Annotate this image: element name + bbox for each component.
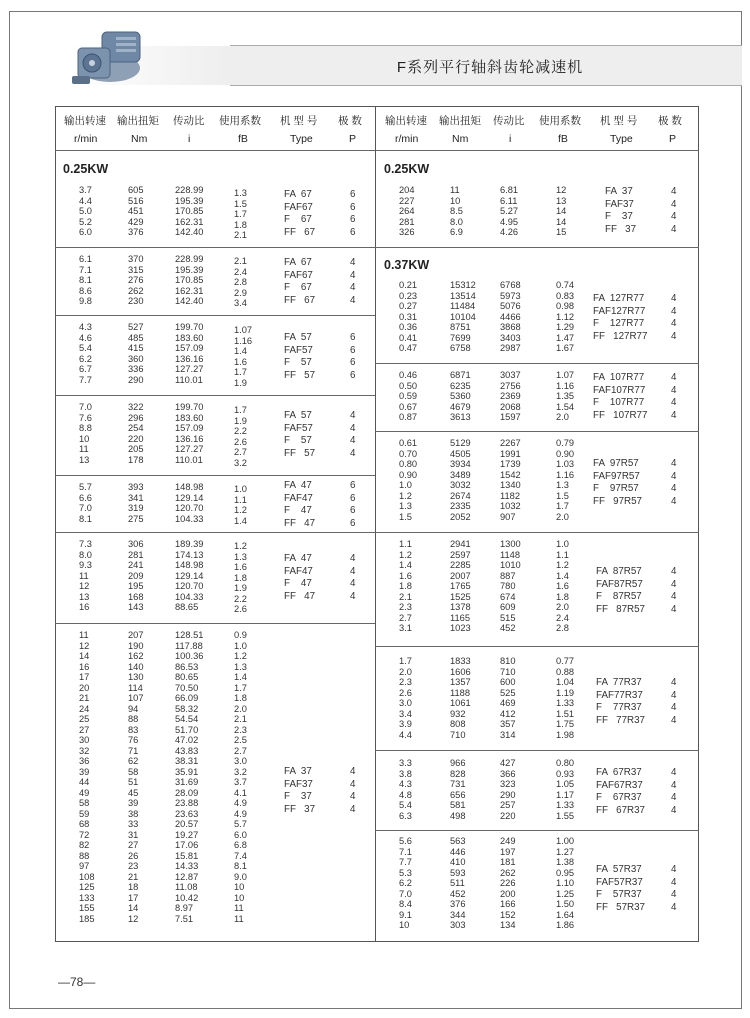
cell-fb: 1.2 1.3 1.6 1.8 1.9 2.2 2.6 — [234, 541, 247, 614]
cell-type: FA 47 FAF47 F 47 FF 47 — [284, 480, 316, 529]
header-rpm-en-r: r/min — [395, 133, 419, 145]
cell-rpm: 0.46 0.50 0.59 0.67 0.87 — [399, 370, 418, 422]
header-separator — [55, 150, 699, 151]
cell-fb: 0.77 0.88 1.04 1.19 1.33 1.51 1.75 1.98 — [556, 656, 575, 740]
right-group-separator — [375, 247, 699, 248]
header-ratio-cn: 传动比 — [173, 115, 205, 127]
cell-torque: 6871 6235 5360 4679 3613 — [450, 370, 471, 422]
cell-fb: 1.00 1.27 1.38 0.95 1.10 1.25 1.50 1.64 1.86 — [556, 836, 575, 930]
cell-ratio: 148.98 129.14 120.70 104.33 — [175, 482, 204, 524]
cell-pole: 4 4 4 4 — [671, 864, 677, 913]
cell-fb: 1.0 1.1 1.2 1.4 — [234, 484, 247, 526]
header-fb-cn: 使用系数 — [219, 115, 261, 127]
cell-torque: 322 296 254 220 205 178 — [128, 402, 144, 465]
cell-pole: 4 4 4 4 — [671, 767, 677, 816]
header-torque-en-r: Nm — [452, 133, 469, 145]
page-title: F系列平行轴斜齿轮减速机 — [396, 59, 584, 76]
cell-torque: 393 341 319 275 — [128, 482, 144, 524]
header-ratio-en: i — [188, 133, 191, 145]
header-rpm-en: r/min — [74, 133, 98, 145]
header-rpm-cn: 输出转速 — [64, 115, 106, 127]
cell-fb: 1.3 1.5 1.7 1.8 2.1 — [234, 188, 247, 240]
cell-fb: 12 13 14 14 15 — [556, 185, 567, 237]
header-rpm-cn-r: 输出转速 — [385, 115, 427, 127]
cell-type: FA 47 FAF47 F 47 FF 47 — [284, 553, 316, 602]
cell-type: FA 127R77 FAF127R77 F 127R77 FF 127R77 — [593, 293, 648, 342]
cell-pole: 4 4 4 4 — [350, 410, 356, 459]
header-type-cn-r: 机 型 号 — [600, 115, 638, 127]
cell-torque: 1833 1606 1357 1188 1061 932 808 710 — [450, 656, 471, 740]
cell-type: FA 57R37 FAF57R37 F 57R37 FF 57R37 — [596, 864, 646, 913]
cell-rpm: 7.3 8.0 9.3 11 12 13 16 — [79, 539, 92, 612]
page-number: —78— — [58, 975, 96, 989]
cell-type: FA 67 FAF67 F 67 FF 67 — [284, 189, 316, 238]
header-pole-en: P — [349, 133, 357, 145]
cell-torque: 5129 4505 3934 3489 3032 2674 2335 2052 — [450, 438, 471, 522]
cell-ratio: 3037 2756 2369 2068 1597 — [500, 370, 521, 422]
cell-pole: 6 6 6 6 — [350, 332, 356, 381]
right-group-separator — [375, 646, 699, 647]
cell-pole: 4 4 4 4 — [671, 677, 677, 726]
power-heading: 0.25KW — [384, 162, 430, 176]
cell-ratio: 199.70 183.60 157.09 136.16 127.27 110.01 — [175, 402, 204, 465]
right-group-separator — [375, 830, 699, 831]
cell-torque: 527 485 415 360 336 290 — [128, 322, 144, 385]
header-fb-en: fB — [238, 133, 248, 145]
cell-rpm: 7.0 7.6 8.8 10 11 13 — [79, 402, 92, 465]
cell-type: FA 77R37 FAF77R37 F 77R37 FF 77R37 — [596, 677, 646, 726]
right-group-separator — [375, 750, 699, 751]
cell-ratio: 2267 1991 1739 1542 1340 1182 1032 907 — [500, 438, 521, 522]
cell-fb: 0.9 1.0 1.2 1.3 1.4 1.7 1.8 2.0 2.1 2.3 2.5 2.7 3.0 3.2 3.7 4.1 4.9 4.9 5.7 6.0 6.8 7.4 8.1 9.0 10 10 11 11 — [234, 630, 247, 924]
cell-type: FA 107R77 FAF107R77 F 107R77 FF 107R77 — [593, 372, 648, 421]
left-group-separator — [55, 475, 375, 476]
right-group-separator — [375, 532, 699, 533]
cell-torque: 370 315 276 262 230 — [128, 254, 144, 306]
cell-ratio: 128.51 117.88 100.36 86.53 80.65 70.50 66.09 58.32 54.54 51.70 47.02 43.83 38.31 35.91 31.69 28.09 23.88 23.63 20.57 19.27 17.06 15.81 14.33 12.87 11.08 10.42 8.97 7.51 — [175, 630, 204, 924]
cell-ratio: 1300 1148 1010 887 780 674 609 515 452 — [500, 539, 521, 633]
cell-pole: 4 4 4 4 — [671, 458, 677, 507]
gear-reducer-image — [72, 28, 148, 90]
cell-ratio: 249 197 181 262 226 200 166 152 134 — [500, 836, 516, 930]
center-divider — [375, 106, 376, 942]
cell-type: FA 87R57 FAF87R57 F 87R57 FF 87R57 — [596, 566, 646, 615]
cell-pole: 4 4 4 4 — [350, 257, 356, 306]
cell-ratio: 228.99 195.39 170.85 162.31 142.40 — [175, 185, 204, 237]
cell-torque: 207 190 162 140 130 114 107 94 88 83 76 71 62 58 51 45 39 38 33 31 27 26 23 21 18 17 14 12 — [128, 630, 144, 924]
cell-ratio: 199.70 183.60 157.09 136.16 127.27 110.01 — [175, 322, 204, 385]
cell-torque: 15312 13514 11484 10104 8751 7699 6758 — [450, 280, 476, 353]
header-pole-cn-r: 极 数 — [658, 115, 682, 127]
cell-torque: 605 516 451 429 376 — [128, 185, 144, 237]
cell-rpm: 204 227 264 281 326 — [399, 185, 415, 237]
cell-pole: 4 4 4 4 — [350, 553, 356, 602]
header-type-cn: 机 型 号 — [280, 115, 318, 127]
cell-rpm: 5.7 6.6 7.0 8.1 — [79, 482, 92, 524]
cell-fb: 1.7 1.9 2.2 2.6 2.7 3.2 — [234, 405, 247, 468]
cell-rpm: 3.7 4.4 5.0 5.2 6.0 — [79, 185, 92, 237]
cell-ratio: 427 366 323 290 257 220 — [500, 758, 516, 821]
cell-type: FA 67R37 FAF67R37 F 67R37 FF 67R37 — [596, 767, 646, 816]
cell-rpm: 4.3 4.6 5.4 6.2 6.7 7.7 — [79, 322, 92, 385]
cell-pole: 4 4 4 4 — [671, 372, 677, 421]
cell-pole: 4 4 4 4 — [671, 186, 677, 235]
cell-rpm: 6.1 7.1 8.1 8.6 9.8 — [79, 254, 92, 306]
cell-rpm: 3.3 3.8 4.3 4.8 5.4 6.3 — [399, 758, 412, 821]
cell-pole: 4 4 4 4 — [671, 293, 677, 342]
header-torque-en: Nm — [131, 133, 148, 145]
left-group-separator — [55, 532, 375, 533]
power-heading: 0.37KW — [384, 258, 430, 272]
cell-rpm: 1.7 2.0 2.3 2.6 3.0 3.4 3.9 4.4 — [399, 656, 412, 740]
cell-type: FA 37 FAF37 F 37 FF 37 — [284, 766, 316, 815]
cell-fb: 1.0 1.1 1.2 1.4 1.6 1.8 2.0 2.4 2.8 — [556, 539, 569, 633]
header-pole-cn: 极 数 — [338, 115, 362, 127]
cell-torque: 966 828 731 656 581 498 — [450, 758, 466, 821]
cell-fb: 1.07 1.16 1.4 1.6 1.7 1.9 — [234, 325, 253, 388]
header-type-en-r: Type — [610, 133, 633, 145]
cell-fb: 0.74 0.83 0.98 1.12 1.29 1.47 1.67 — [556, 280, 575, 353]
cell-torque: 306 281 241 209 195 168 143 — [128, 539, 144, 612]
header-pole-en-r: P — [669, 133, 677, 145]
header-fb-en-r: fB — [558, 133, 568, 145]
cell-torque: 11 10 8.5 8.0 6.9 — [450, 185, 463, 237]
cell-ratio: 6768 5973 5076 4466 3868 3403 2987 — [500, 280, 521, 353]
header-torque-cn-r: 输出扭矩 — [439, 115, 481, 127]
power-heading: 0.25KW — [63, 162, 109, 176]
left-group-separator — [55, 395, 375, 396]
left-group-separator — [55, 247, 375, 248]
cell-type: FA 57 FAF57 F 57 FF 57 — [284, 332, 316, 381]
right-group-separator — [375, 363, 699, 364]
header-fb-cn-r: 使用系数 — [539, 115, 581, 127]
cell-torque: 2941 2597 2285 2007 1765 1525 1378 1165 1023 — [450, 539, 471, 633]
cell-type: FA 67 FAF67 F 67 FF 67 — [284, 257, 316, 306]
left-group-separator — [55, 315, 375, 316]
cell-pole: 6 6 6 6 — [350, 189, 356, 238]
header-ratio-en-r: i — [509, 133, 512, 145]
cell-type: FA 57 FAF57 F 57 FF 57 — [284, 410, 316, 459]
cell-ratio: 6.81 6.11 5.27 4.95 4.26 — [500, 185, 519, 237]
cell-ratio: 228.99 195.39 170.85 162.31 142.40 — [175, 254, 204, 306]
cell-pole: 4 4 4 4 — [671, 566, 677, 615]
cell-ratio: 189.39 174.13 148.98 129.14 120.70 104.33 88.65 — [175, 539, 204, 612]
cell-rpm: 5.6 7.1 7.7 5.3 6.2 7.0 8.4 9.1 10 — [399, 836, 412, 930]
cell-fb: 1.07 1.16 1.35 1.54 2.0 — [556, 370, 575, 422]
cell-ratio: 810 710 600 525 469 412 357 314 — [500, 656, 516, 740]
cell-fb: 0.79 0.90 1.03 1.16 1.3 1.5 1.7 2.0 — [556, 438, 575, 522]
right-group-separator — [375, 431, 699, 432]
cell-pole: 6 6 6 6 — [350, 480, 356, 529]
cell-type: FA 37 FAF37 F 37 FF 37 — [605, 186, 637, 235]
header-torque-cn: 输出扭矩 — [117, 115, 159, 127]
cell-rpm: 1.1 1.2 1.4 1.6 1.8 2.1 2.3 2.7 3.1 — [399, 539, 412, 633]
cell-pole: 4 4 4 4 — [350, 766, 356, 815]
cell-rpm: 0.21 0.23 0.27 0.31 0.36 0.41 0.47 — [399, 280, 418, 353]
cell-fb: 2.1 2.4 2.8 2.9 3.4 — [234, 256, 247, 308]
cell-torque: 563 446 410 593 511 452 376 344 303 — [450, 836, 466, 930]
header-ratio-cn-r: 传动比 — [493, 115, 525, 127]
cell-rpm: 11 12 14 16 17 20 21 24 25 27 30 32 36 39 44 49 58 59 68 72 82 88 97 108 125 133 155 185 — [79, 630, 95, 924]
cell-fb: 0.80 0.93 1.05 1.17 1.33 1.55 — [556, 758, 575, 821]
header-type-en: Type — [290, 133, 313, 145]
cell-type: FA 97R57 FAF97R57 F 97R57 FF 97R57 — [593, 458, 643, 507]
cell-rpm: 0.61 0.70 0.80 0.90 1.0 1.2 1.3 1.5 — [399, 438, 418, 522]
left-group-separator — [55, 623, 375, 624]
